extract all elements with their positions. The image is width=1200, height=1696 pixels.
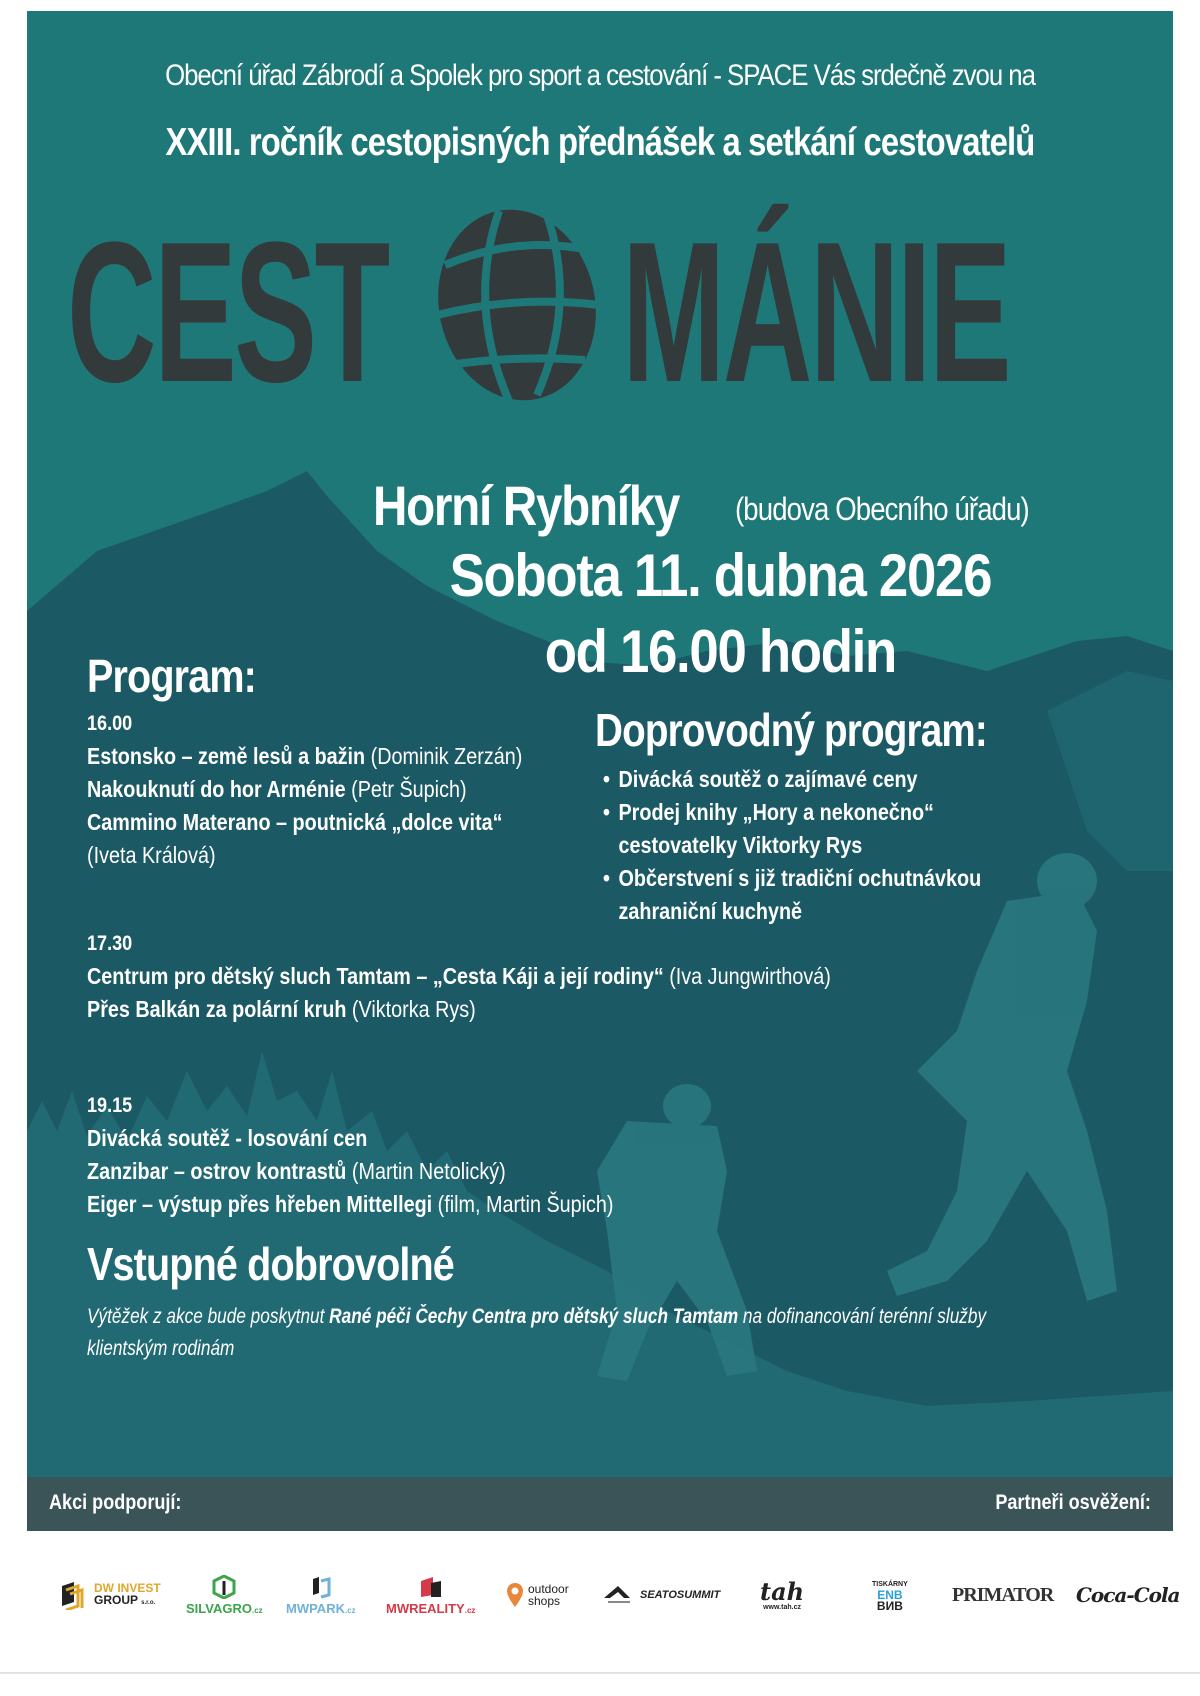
globe-icon: [427, 195, 607, 415]
logo-text-left: CEST: [67, 201, 388, 424]
edition-heading: XXIII. ročník cestopisných přednášek a setkání cestovatelů: [165, 121, 1035, 164]
event-date: Sobota 11. dubna 2026: [449, 542, 992, 609]
program-block-1600: [87, 707, 593, 872]
program-item: Cammino Materano – poutnická „dolce vita“: [87, 809, 503, 835]
location-pin-icon: [506, 1582, 524, 1608]
logo-sea-to-summit: SEATOSUMMIT: [604, 1560, 720, 1630]
program-item: Estonsko – země lesů a bažin (Dominik Zerzán): [87, 743, 523, 769]
side-program-item: • Prodej knihy „Hory a nekonečno“: [603, 796, 981, 829]
program-item: Přes Balkán za polární kruh (Viktorka Rys): [87, 996, 476, 1022]
program-item: Eiger – výstup přes hřeben Mittellegi (film, Martin Šupich): [87, 1191, 614, 1217]
program-item: Divácká soutěž - losování cen: [87, 1125, 368, 1151]
silvagro-icon: [212, 1575, 236, 1599]
page-bottom-divider: [0, 1672, 1200, 1674]
partners-label: Partneři osvěžení:: [995, 1491, 1151, 1514]
logo-mwreality: MWREALITY.cz: [386, 1560, 475, 1630]
logo-primator: PRIMATOR: [952, 1583, 1054, 1606]
program-item: Nakouknutí do hor Arménie (Petr Šupich): [87, 776, 467, 802]
logo-silvagro: SILVAGRO.cz: [186, 1560, 263, 1630]
logo-tah: tah www.tah.cz: [760, 1576, 805, 1611]
dw-invest-icon: [58, 1580, 88, 1610]
program-heading: Program:: [87, 650, 256, 702]
bullet-icon: •: [603, 865, 610, 891]
side-program-item: • Občerstvení s již tradiční ochutnávkou: [603, 862, 981, 895]
side-program-item: • Divácká soutěž o zajímavé ceny: [603, 763, 981, 796]
side-program-list: [603, 763, 1043, 928]
intro-text: Obecní úřad Zábrodí a Spolek pro sport a cestování - SPACE Vás srdečně zvou na: [165, 59, 1035, 92]
supporters-label: Akci podporují:: [49, 1491, 182, 1514]
venue-detail: (budova Obecního úřadu): [735, 491, 1029, 527]
side-program-heading: Doprovodný program:: [595, 704, 987, 756]
entry-fee-heading: Vstupné dobrovolné: [87, 1238, 454, 1290]
program-block-1730: [87, 927, 952, 1026]
sponsor-logos: [0, 1560, 1200, 1630]
program-time: 16.00: [87, 712, 133, 735]
program-item-author: (Iveta Králová): [87, 842, 216, 868]
event-poster: [27, 11, 1173, 1531]
program-item: Centrum pro dětský sluch Tamtam – „Cesta Káji a její rodiny“ (Iva Jungwirthová): [87, 963, 831, 989]
bullet-icon: •: [603, 799, 610, 825]
logo-coca-cola: Coca-Cola: [1076, 1583, 1180, 1607]
program-item: Zanzibar – ostrov kontrastů (Martin Netolický): [87, 1158, 506, 1184]
mwpark-icon: [309, 1575, 333, 1599]
program-time: 19.15: [87, 1094, 133, 1117]
mwreality-icon: [419, 1575, 443, 1599]
logo-tiskarny-enb: TISKÁRNY ENB ВИВ: [872, 1580, 908, 1613]
logo-text-right: MÁNIE: [622, 201, 1010, 424]
logo-mwpark: MWPARK.cz: [286, 1560, 356, 1630]
venue-name: Horní Rybníky: [373, 474, 680, 537]
sea-to-summit-icon: [604, 1584, 638, 1606]
side-program-item-cont: cestovatelky Viktorky Rys: [618, 832, 863, 858]
supporters-bar: [27, 1477, 1173, 1531]
cestomanie-logo: [67, 201, 1137, 424]
bullet-icon: •: [603, 766, 610, 792]
program-time: 17.30: [87, 932, 133, 955]
side-program-item-cont: zahraniční kuchyně: [618, 898, 803, 924]
proceeds-note: Výtěžek z akce bude poskytnut Rané péči Čechy Centra pro dětský sluch Tamtam na dofinancování terénní služby klientským rodinám: [87, 1305, 987, 1360]
program-block-1915: [87, 1089, 699, 1221]
event-start-time: od 16.00 hodin: [544, 618, 896, 685]
venue: [373, 473, 1029, 538]
logo-dw-invest: DW INVEST GROUP s.r.o.: [58, 1560, 161, 1630]
logo-outdoor-shops: outdoor shops: [506, 1560, 569, 1630]
